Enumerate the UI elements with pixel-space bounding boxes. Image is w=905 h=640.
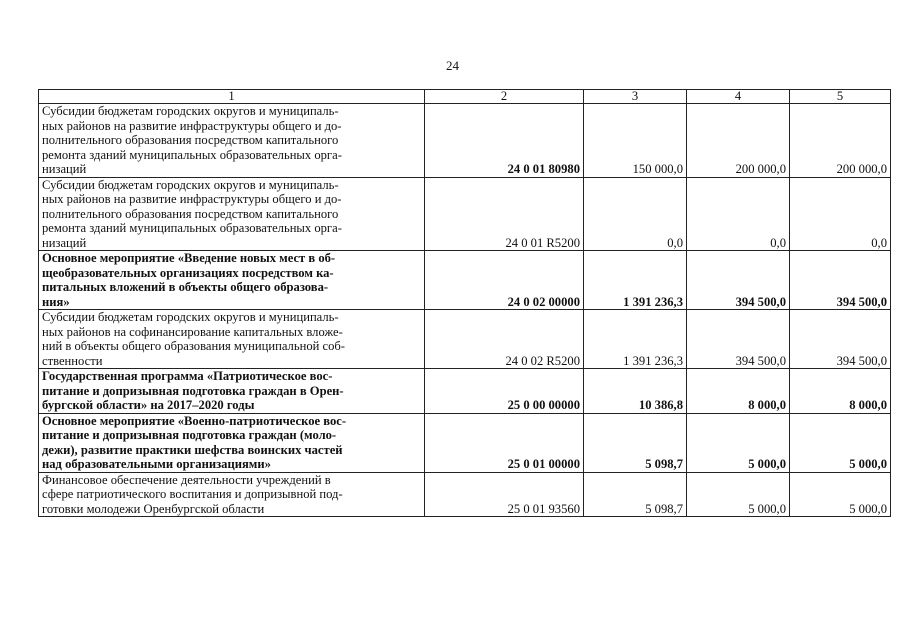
row-name-cell	[39, 177, 425, 251]
row-name-cell	[39, 251, 425, 310]
row-name-line: над образовательными организациями»	[42, 457, 271, 471]
row-name-line: ремонта зданий муниципальных образовательных орга-	[42, 147, 342, 162]
row-code-cell: 25 0 00 00000	[425, 369, 584, 414]
row-code-cell: 24 0 01 80980	[425, 104, 584, 178]
row-value-col3: 1 391 236,3	[584, 310, 687, 369]
row-value-col5: 5 000,0	[790, 472, 891, 517]
row-name-line: низаций	[42, 235, 87, 250]
row-name-line: Государственная программа «Патриотическое вос-	[42, 369, 333, 383]
table-row	[39, 177, 891, 251]
row-name-line: ний в объекты общего образования муниципальной соб-	[42, 339, 345, 353]
row-name-line: питание и допризывная подготовка граждан в Орен-	[42, 383, 344, 398]
table-row	[39, 104, 891, 178]
row-value-col5: 8 000,0	[790, 369, 891, 414]
row-name-line: готовки молодежи Оренбургской области	[42, 501, 265, 516]
row-name-line: Субсидии бюджетам городских округов и муниципаль-	[42, 104, 339, 118]
row-code-cell: 24 0 02 00000	[425, 251, 584, 310]
row-name-line: полнительного образования посредством капитального	[42, 206, 339, 221]
row-value-col3: 5 098,7	[584, 413, 687, 472]
table-row	[39, 251, 891, 310]
row-name-line: дежи), развитие практики шефства воинских частей	[42, 442, 343, 457]
row-code-cell: 24 0 02 R5200	[425, 310, 584, 369]
row-name-line: питальных вложений в объекты общего образова-	[42, 280, 329, 294]
row-value-col4: 0,0	[687, 177, 790, 251]
column-header-4: 4	[687, 90, 790, 104]
row-name-cell	[39, 104, 425, 178]
column-header-1: 1	[39, 90, 425, 104]
row-value-col5: 394 500,0	[790, 310, 891, 369]
row-value-col5: 394 500,0	[790, 251, 891, 310]
row-name-line: Финансовое обеспечение деятельности учреждений в	[42, 472, 331, 487]
row-value-col5: 200 000,0	[790, 104, 891, 178]
column-header-5: 5	[790, 90, 891, 104]
row-name-line: сфере патриотического воспитания и допризывной под-	[42, 487, 343, 501]
row-name-cell	[39, 472, 425, 517]
row-name-line: ственности	[42, 353, 103, 368]
table-row	[39, 369, 891, 414]
budget-table	[38, 89, 891, 517]
page-number: 24	[446, 58, 459, 73]
table-body	[39, 104, 891, 517]
row-name-line: ных районов на развитие инфраструктуры общего и до-	[42, 192, 342, 206]
row-name-line: ных районов на развитие инфраструктуры общего и до-	[42, 118, 342, 133]
row-name-cell	[39, 310, 425, 369]
row-code-cell: 24 0 01 R5200	[425, 177, 584, 251]
row-name-line: Субсидии бюджетам городских округов и муниципаль-	[42, 177, 339, 192]
row-name-line: полнительного образования посредством капитального	[42, 133, 339, 147]
row-name-line: низаций	[42, 162, 87, 176]
row-name-line: питание и допризывная подготовка граждан (моло-	[42, 428, 337, 442]
row-name-line: ных районов на софинансирование капитальных вложе-	[42, 324, 343, 339]
row-name-line: ремонта зданий муниципальных образовательных орга-	[42, 221, 342, 235]
column-header-3: 3	[584, 90, 687, 104]
row-name-cell	[39, 369, 425, 414]
row-value-col5: 0,0	[790, 177, 891, 251]
row-value-col5: 5 000,0	[790, 413, 891, 472]
row-name-line: ния»	[42, 294, 70, 309]
row-name-line: Субсидии бюджетам городских округов и муниципаль-	[42, 310, 339, 324]
row-value-col3: 150 000,0	[584, 104, 687, 178]
row-name-cell	[39, 413, 425, 472]
row-value-col4: 394 500,0	[687, 251, 790, 310]
row-name-line: Основное мероприятие «Введение новых мест в об-	[42, 251, 336, 265]
row-value-col3: 0,0	[584, 177, 687, 251]
row-code-cell: 25 0 01 00000	[425, 413, 584, 472]
row-value-col3: 5 098,7	[584, 472, 687, 517]
row-name-line: щеобразовательных организациях посредством ка-	[42, 265, 334, 280]
row-code-cell: 25 0 01 93560	[425, 472, 584, 517]
row-value-col3: 10 386,8	[584, 369, 687, 414]
header-row	[39, 90, 891, 104]
column-header-2: 2	[425, 90, 584, 104]
row-value-col4: 5 000,0	[687, 413, 790, 472]
row-value-col4: 394 500,0	[687, 310, 790, 369]
row-name-line: бургской области» на 2017–2020 годы	[42, 398, 255, 412]
table-row	[39, 310, 891, 369]
table-row	[39, 413, 891, 472]
row-value-col4: 200 000,0	[687, 104, 790, 178]
table-row	[39, 472, 891, 517]
row-name-line: Основное мероприятие «Военно-патриотическое вос-	[42, 413, 347, 428]
row-value-col3: 1 391 236,3	[584, 251, 687, 310]
row-value-col4: 5 000,0	[687, 472, 790, 517]
row-value-col4: 8 000,0	[687, 369, 790, 414]
